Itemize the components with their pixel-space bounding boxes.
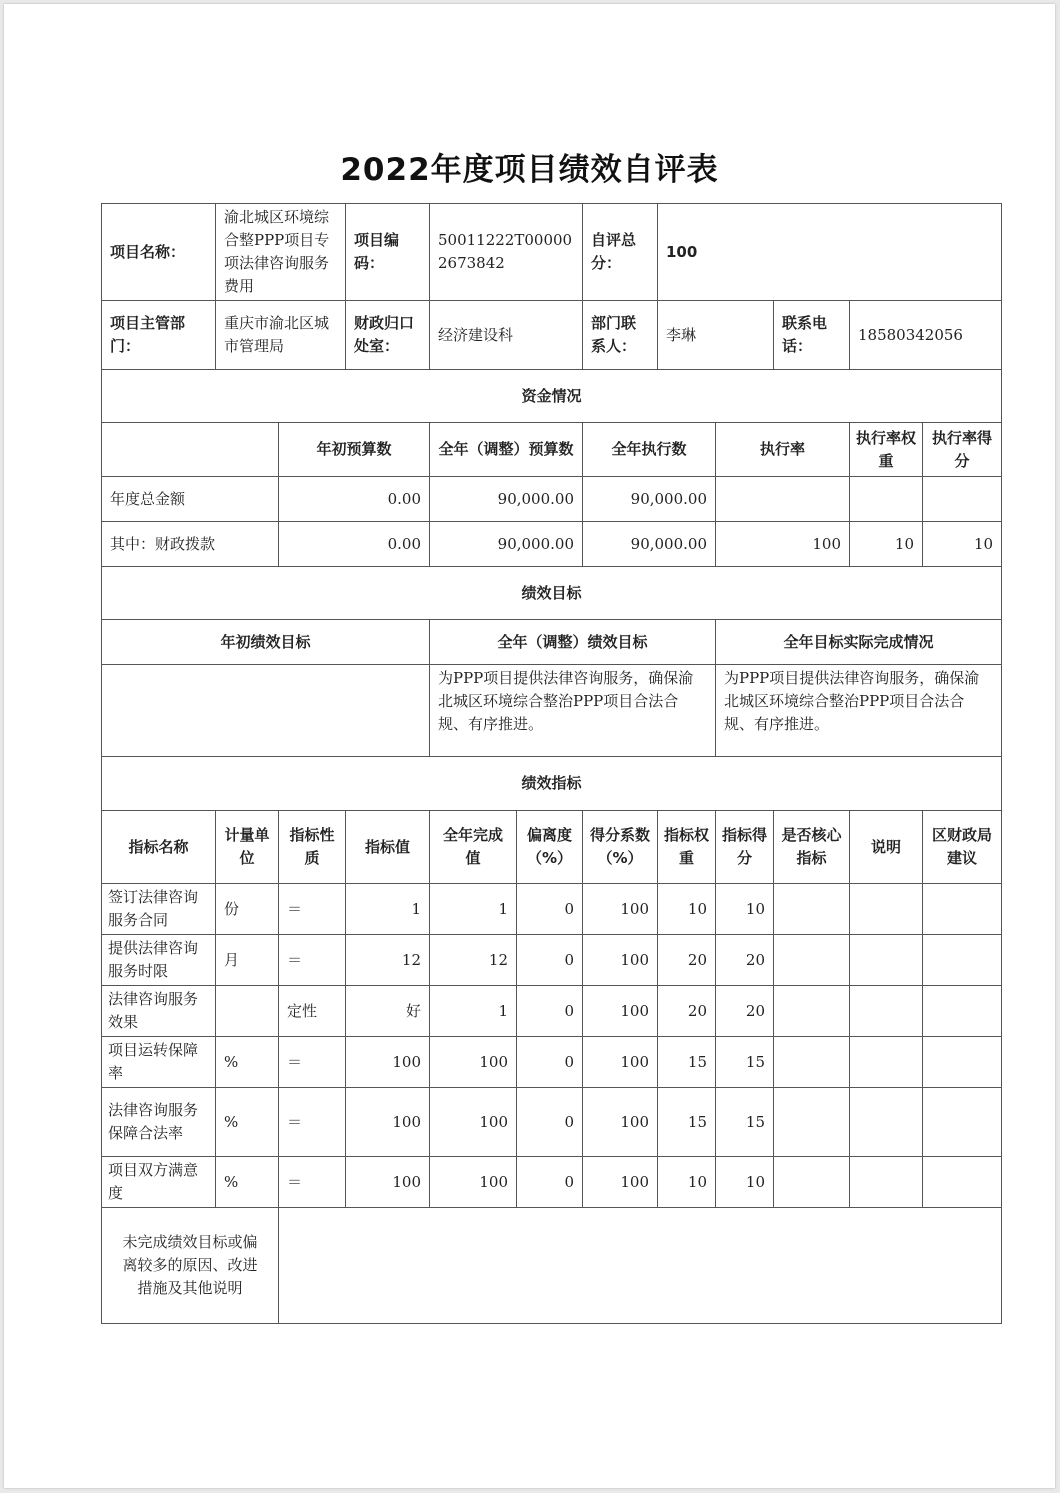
funds-row-executed: 90,000.00 (583, 477, 716, 522)
contact-label: 部门联系人： (583, 301, 658, 370)
funds-row (102, 477, 1002, 522)
indicator-advice (923, 1088, 1002, 1157)
indicator-weight: 10 (658, 1157, 716, 1208)
funds-section-title: 资金情况 (102, 370, 1002, 423)
self-score-value: 100 (658, 204, 1002, 301)
indicator-note (850, 1157, 923, 1208)
funds-header-score: 执行率得分 (923, 423, 1002, 477)
goals-header-initial: 年初绩效目标 (102, 620, 430, 665)
indicator-actual: 1 (430, 884, 517, 935)
indicator-name: 法律咨询服务效果 (102, 986, 216, 1037)
indicator-name: 项目双方满意度 (102, 1157, 216, 1208)
indicator-deviation: 0 (517, 1088, 583, 1157)
indicator-actual: 100 (430, 1157, 517, 1208)
indicator-coef: 100 (583, 935, 658, 986)
indicator-coef: 100 (583, 1157, 658, 1208)
goals-header-adjusted: 全年（调整）绩效目标 (430, 620, 716, 665)
goals-section-title: 绩效目标 (102, 567, 1002, 620)
indicator-target: 12 (346, 935, 430, 986)
funds-row-score: 10 (923, 522, 1002, 567)
indicator-score: 10 (716, 1157, 774, 1208)
goals-initial-text (102, 665, 430, 757)
indicator-deviation: 0 (517, 1157, 583, 1208)
remarks-label: 未完成绩效目标或偏离较多的原因、改进措施及其他说明 (102, 1208, 279, 1324)
indicator-note (850, 935, 923, 986)
funds-row (102, 522, 1002, 567)
indicator-nature: ＝ (279, 1088, 346, 1157)
indicator-actual: 12 (430, 935, 517, 986)
indicator-weight: 20 (658, 935, 716, 986)
ind-header-actual: 全年完成值 (430, 811, 517, 884)
indicator-actual: 100 (430, 1037, 517, 1088)
ind-header-coef: 得分系数（%） (583, 811, 658, 884)
indicator-core (774, 1037, 850, 1088)
indicator-row (102, 1088, 1002, 1157)
finance-office-value: 经济建设科 (430, 301, 583, 370)
department-value: 重庆市渝北区城市管理局 (216, 301, 346, 370)
project-name-label: 项目名称： (102, 204, 216, 301)
self-evaluation-table (101, 203, 1002, 1324)
indicator-nature: ＝ (279, 884, 346, 935)
indicator-core (774, 1157, 850, 1208)
funds-row-executed: 90,000.00 (583, 522, 716, 567)
funds-row-adjusted: 90,000.00 (430, 477, 583, 522)
indicator-deviation: 0 (517, 1037, 583, 1088)
funds-row-budget: 0.00 (279, 477, 430, 522)
info-row-2 (102, 301, 1002, 370)
indicator-score: 15 (716, 1088, 774, 1157)
indicators-section-title: 绩效指标 (102, 757, 1002, 811)
indicator-actual: 100 (430, 1088, 517, 1157)
project-code-label: 项目编码： (346, 204, 430, 301)
indicator-actual: 1 (430, 986, 517, 1037)
indicator-name: 提供法律咨询服务时限 (102, 935, 216, 986)
indicator-core (774, 1088, 850, 1157)
indicator-coef: 100 (583, 884, 658, 935)
indicator-core (774, 884, 850, 935)
funds-header-budget: 年初预算数 (279, 423, 430, 477)
indicator-score: 20 (716, 986, 774, 1037)
funds-header-executed: 全年执行数 (583, 423, 716, 477)
indicator-coef: 100 (583, 1037, 658, 1088)
phone-label: 联系电话： (774, 301, 850, 370)
project-code-value: 50011222T000002673842 (430, 204, 583, 301)
finance-office-label: 财政归口处室： (346, 301, 430, 370)
indicator-deviation: 0 (517, 884, 583, 935)
indicator-target: 1 (346, 884, 430, 935)
goals-header-row (102, 620, 1002, 665)
ind-header-core: 是否核心指标 (774, 811, 850, 884)
funds-row-adjusted: 90,000.00 (430, 522, 583, 567)
indicators-section-row (102, 757, 1002, 811)
indicator-row (102, 1157, 1002, 1208)
indicator-advice (923, 986, 1002, 1037)
indicator-nature: ＝ (279, 935, 346, 986)
funds-header-blank (102, 423, 279, 477)
project-name-value: 渝北城区环境综合整PPP项目专项法律咨询服务费用 (216, 204, 346, 301)
indicator-name: 项目运转保障率 (102, 1037, 216, 1088)
ind-header-unit: 计量单位 (216, 811, 279, 884)
indicator-weight: 15 (658, 1037, 716, 1088)
indicator-row (102, 1037, 1002, 1088)
indicator-deviation: 0 (517, 986, 583, 1037)
goals-adjusted-text: 为PPP项目提供法律咨询服务，确保渝北城区环境综合整治PPP项目合法合规、有序推进。 (430, 665, 716, 757)
page-title: 2022年度项目绩效自评表 (340, 152, 719, 188)
indicator-target: 100 (346, 1088, 430, 1157)
funds-header-weight: 执行率权重 (850, 423, 923, 477)
indicator-nature: ＝ (279, 1157, 346, 1208)
indicator-advice (923, 884, 1002, 935)
funds-section-row (102, 370, 1002, 423)
indicator-score: 15 (716, 1037, 774, 1088)
indicator-unit: % (216, 1037, 279, 1088)
indicator-target: 好 (346, 986, 430, 1037)
self-score-label: 自评总分： (583, 204, 658, 301)
indicator-row (102, 935, 1002, 986)
indicator-advice (923, 935, 1002, 986)
indicator-weight: 15 (658, 1088, 716, 1157)
indicator-row (102, 986, 1002, 1037)
indicators-header-row (102, 811, 1002, 884)
indicator-weight: 20 (658, 986, 716, 1037)
indicator-score: 20 (716, 935, 774, 986)
indicator-core (774, 986, 850, 1037)
indicator-target: 100 (346, 1037, 430, 1088)
indicator-weight: 10 (658, 884, 716, 935)
indicator-unit: % (216, 1088, 279, 1157)
document-page (4, 4, 1055, 1488)
indicator-name: 法律咨询服务保障合法率 (102, 1088, 216, 1157)
indicator-target: 100 (346, 1157, 430, 1208)
goals-section-row (102, 567, 1002, 620)
funds-row-rate (716, 477, 850, 522)
indicator-coef: 100 (583, 1088, 658, 1157)
ind-header-name: 指标名称 (102, 811, 216, 884)
funds-row-label: 其中：财政拨款 (102, 522, 279, 567)
remarks-row (102, 1208, 1002, 1324)
ind-header-target: 指标值 (346, 811, 430, 884)
phone-value: 18580342056 (850, 301, 1002, 370)
contact-value: 李琳 (658, 301, 774, 370)
funds-row-score (923, 477, 1002, 522)
indicator-advice (923, 1037, 1002, 1088)
indicator-nature: ＝ (279, 1037, 346, 1088)
funds-header-rate: 执行率 (716, 423, 850, 477)
ind-header-deviation: 偏离度（%） (517, 811, 583, 884)
department-label: 项目主管部门： (102, 301, 216, 370)
funds-header-row (102, 423, 1002, 477)
indicator-note (850, 1037, 923, 1088)
indicator-unit: 月 (216, 935, 279, 986)
funds-row-rate: 100 (716, 522, 850, 567)
indicator-row (102, 884, 1002, 935)
indicator-note (850, 884, 923, 935)
info-row-1 (102, 204, 1002, 301)
funds-row-weight: 10 (850, 522, 923, 567)
indicator-note (850, 1088, 923, 1157)
ind-header-note: 说明 (850, 811, 923, 884)
ind-header-nature: 指标性质 (279, 811, 346, 884)
funds-row-label: 年度总金额 (102, 477, 279, 522)
ind-header-score: 指标得分 (716, 811, 774, 884)
indicator-unit: 份 (216, 884, 279, 935)
goals-actual-text: 为PPP项目提供法律咨询服务，确保渝北城区环境综合整治PPP项目合法合规、有序推进。 (716, 665, 1002, 757)
funds-row-budget: 0.00 (279, 522, 430, 567)
goals-content-row (102, 665, 1002, 757)
indicator-unit (216, 986, 279, 1037)
remarks-value (279, 1208, 1002, 1324)
ind-header-weight: 指标权重 (658, 811, 716, 884)
indicator-coef: 100 (583, 986, 658, 1037)
indicator-advice (923, 1157, 1002, 1208)
indicator-score: 10 (716, 884, 774, 935)
indicator-note (850, 986, 923, 1037)
indicator-name: 签订法律咨询服务合同 (102, 884, 216, 935)
funds-row-weight (850, 477, 923, 522)
indicator-unit: % (216, 1157, 279, 1208)
indicator-core (774, 935, 850, 986)
ind-header-advice: 区财政局建议 (923, 811, 1002, 884)
indicator-nature: 定性 (279, 986, 346, 1037)
goals-header-actual: 全年目标实际完成情况 (716, 620, 1002, 665)
funds-header-adjusted: 全年（调整）预算数 (430, 423, 583, 477)
indicator-deviation: 0 (517, 935, 583, 986)
